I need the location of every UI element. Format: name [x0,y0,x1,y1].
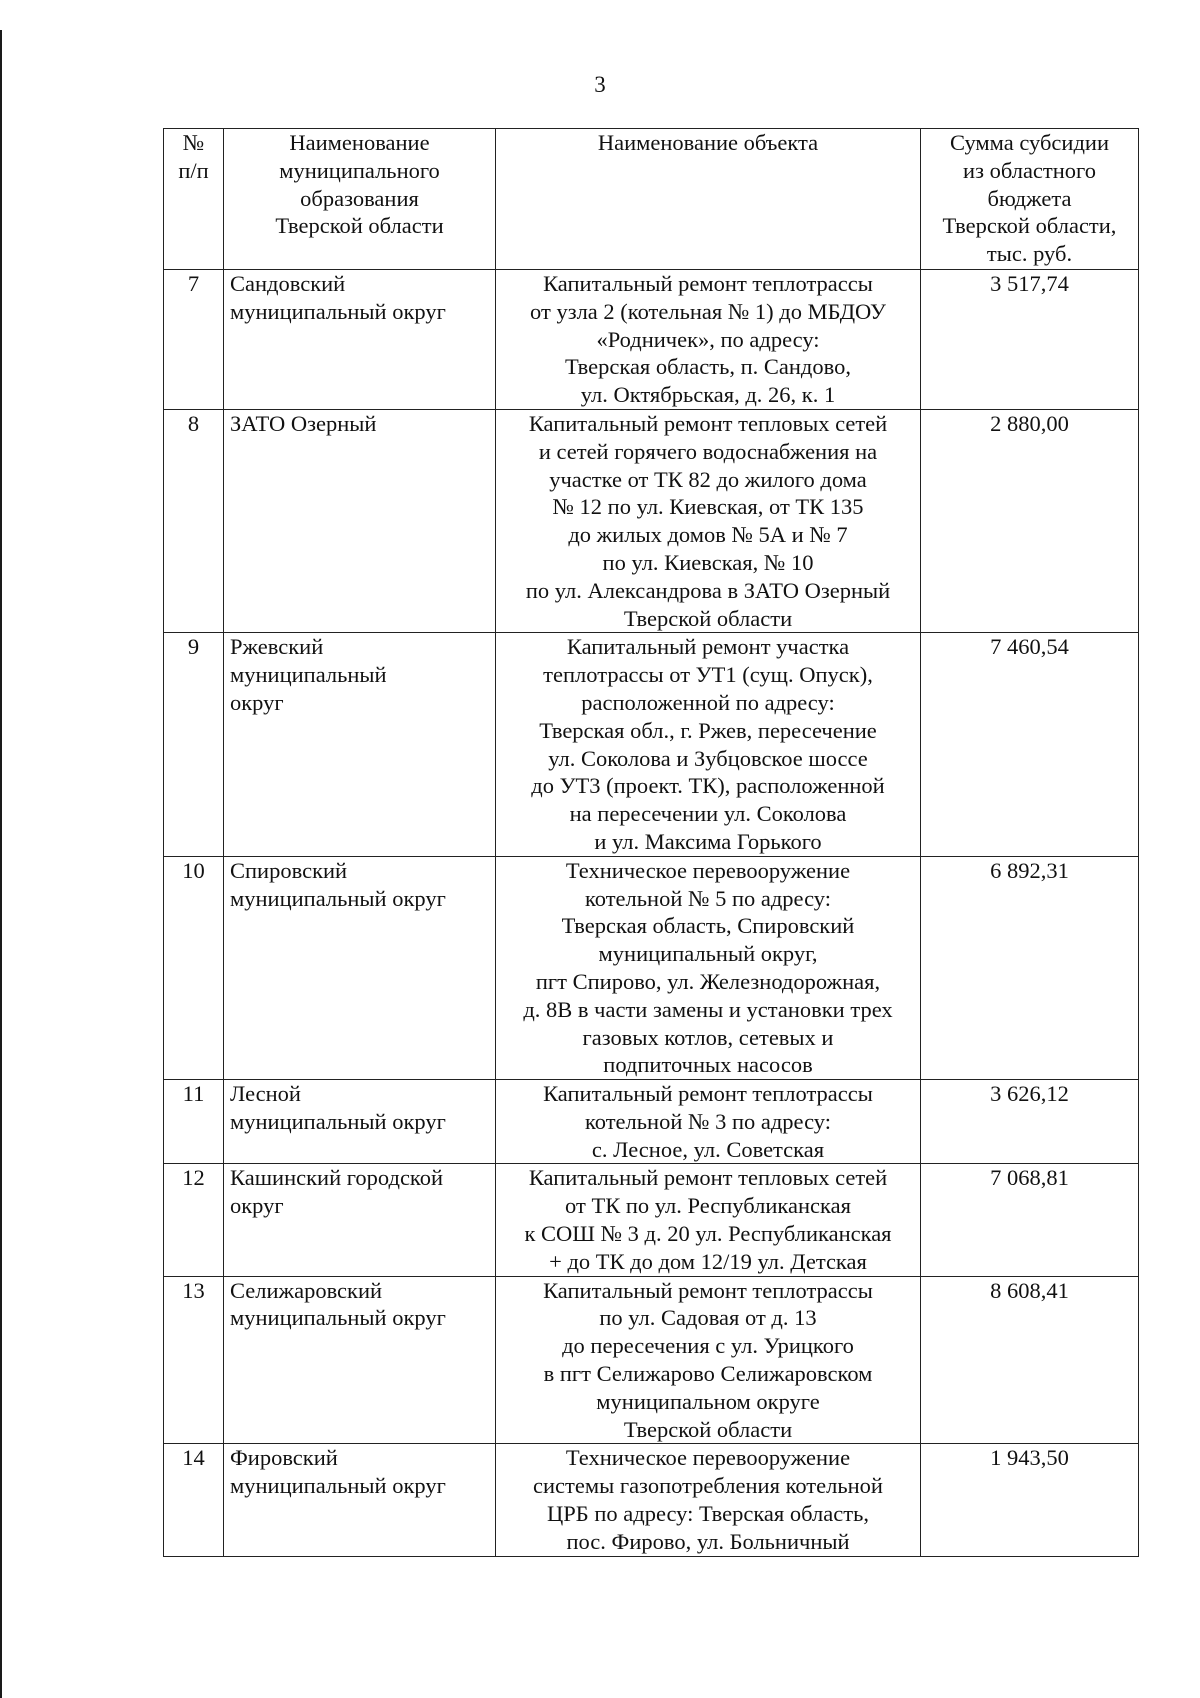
object-line: № 12 по ул. Киевская, от ТК 135 [552,494,864,520]
municipality-line: Кашинский городской [230,1165,444,1191]
subsidy-sum: 3 626,12 [921,1080,1139,1164]
object-cell [496,633,921,856]
object-line: на пересечении ул. Соколова [569,801,847,827]
row-number: 8 [164,409,224,632]
object-line: Капитальный ремонт тепловых сетей [528,1165,888,1191]
subsidy-table [163,128,1139,1557]
object-line: с. Лесное, ул. Советская [591,1136,825,1162]
object-line: «Родничек», по адресу: [596,326,820,352]
municipality-line: Сандовский [230,270,346,296]
municipality-line: муниципальный округ [230,1108,446,1134]
municipality-line: муниципальный округ [230,1473,446,1499]
municipality-line: муниципальный [230,662,387,688]
table-row [164,856,1139,1079]
table-row [164,269,1139,409]
header-line: № [182,130,205,155]
municipality-cell [224,409,496,632]
object-line: Капитальный ремонт теплотрассы [543,1081,873,1107]
row-number: 12 [164,1164,224,1276]
object-line: Техническое перевооружение [565,1445,851,1471]
object-line: расположенной по адресу: [581,689,835,715]
header-line: муниципального [279,157,440,183]
header-object [496,129,921,270]
object-line: до жилых домов № 5А и № 7 [568,522,848,548]
municipality-line: муниципальный округ [230,885,446,911]
header-sum [921,129,1139,270]
header-line: Сумма субсидии [950,130,1109,155]
subsidy-sum: 2 880,00 [921,409,1139,632]
row-number: 14 [164,1444,224,1556]
header-number [164,129,224,270]
row-number: 10 [164,856,224,1079]
object-line: котельной № 5 по адресу: [584,885,832,911]
municipality-cell [224,269,496,409]
page-number: 3 [594,72,606,97]
object-line: муниципальном округе [596,1388,820,1414]
municipality-line: Лесной [230,1081,301,1107]
object-line: по ул. Александрова в ЗАТО Озерный [525,577,891,603]
table-row [164,409,1139,632]
municipality-cell [224,856,496,1079]
object-line: пос. Фирово, ул. Больничный [566,1528,850,1554]
object-cell [496,1444,921,1556]
table-body [164,269,1139,1556]
subsidy-sum: 7 068,81 [921,1164,1139,1276]
subsidy-sum: 3 517,74 [921,269,1139,409]
object-cell [496,1164,921,1276]
subsidy-sum: 7 460,54 [921,633,1139,856]
municipality-line: Фировский [230,1445,338,1471]
scan-edge-line [0,30,2,1698]
object-line: Техническое перевооружение [565,857,851,883]
subsidy-sum: 6 892,31 [921,856,1139,1079]
subsidy-sum: 8 608,41 [921,1276,1139,1444]
object-line: Капитальный ремонт тепловых сетей [528,410,888,436]
object-line: участке от ТК 82 до жилого дома [549,466,867,492]
row-number: 13 [164,1276,224,1444]
header-line: образования [300,185,419,211]
header-line: из областного [963,157,1096,183]
object-line: ул. Соколова и Зубцовское шоссе [548,745,868,771]
municipality-line: округ [230,1193,284,1219]
object-cell [496,1276,921,1444]
object-cell [496,856,921,1079]
object-line: Тверской области [623,605,793,631]
municipality-line: Спировский [230,857,348,883]
object-line: д. 8В в части замены и установки трех [523,996,893,1022]
object-line: котельной № 3 по адресу: [584,1108,832,1134]
table-header-row [164,129,1139,270]
header-line: тыс. руб. [986,241,1073,267]
object-line: пгт Спирово, ул. Железнодорожная, [535,968,881,994]
object-line: Капитальный ремонт участка [566,634,850,660]
object-line: до пересечения с ул. Урицкого [562,1333,854,1359]
table-row [164,1080,1139,1164]
object-line: до УТ3 (проект. ТК), расположенной [531,773,885,799]
object-line: Капитальный ремонт теплотрассы [543,270,873,296]
header-line: п/п [178,157,209,183]
header-line: бюджета [987,185,1072,211]
municipality-line: округ [230,689,284,715]
object-line: газовых котлов, сетевых и [582,1024,834,1050]
object-line: от узла 2 (котельная № 1) до МБДОУ [530,298,886,324]
municipality-cell [224,1080,496,1164]
municipality-line: Селижаровский [230,1277,383,1303]
object-cell [496,269,921,409]
header-line: Тверской области [275,213,444,239]
object-line: подпиточных насосов [603,1052,813,1078]
table-row [164,1444,1139,1556]
object-line: Капитальный ремонт теплотрассы [543,1277,873,1303]
header-line: Тверской области, [942,213,1117,239]
subsidy-sum: 1 943,50 [921,1444,1139,1556]
row-number: 9 [164,633,224,856]
object-line: Тверской области [623,1416,793,1442]
municipality-line: муниципальный округ [230,1305,446,1331]
municipality-line: Ржевский [230,634,324,660]
table-row [164,1276,1139,1444]
header-line: Наименование [289,130,430,155]
object-cell [496,409,921,632]
municipality-cell [224,1444,496,1556]
object-line: в пгт Селижарово Селижаровском [543,1361,873,1387]
object-line: + до ТК до дом 12/19 ул. Детская [549,1248,867,1274]
object-line: ЦРБ по адресу: Тверская область, [547,1501,869,1527]
object-line: Тверская область, Спировский [561,913,855,939]
object-line: по ул. Киевская, № 10 [602,549,814,575]
object-line: Тверская область, п. Сандово, [565,354,851,380]
municipality-cell [224,1164,496,1276]
municipality-line: ЗАТО Озерный [230,410,377,436]
object-line: по ул. Садовая от д. 13 [599,1305,817,1331]
municipality-cell [224,1276,496,1444]
header-municipality [224,129,496,270]
object-line: и ул. Максима Горького [594,828,822,854]
row-number: 11 [164,1080,224,1164]
object-line: от ТК по ул. Республиканская [565,1193,851,1219]
table-row [164,1164,1139,1276]
table-row [164,633,1139,856]
object-line: Тверская обл., г. Ржев, пересечение [539,717,877,743]
row-number: 7 [164,269,224,409]
object-line: системы газопотребления котельной [533,1473,883,1499]
object-line: теплотрассы от УТ1 (сущ. Опуск), [543,662,873,688]
object-line: муниципальный округ, [598,941,818,967]
object-line: ул. Октябрьская, д. 26, к. 1 [580,382,836,408]
object-line: и сетей горячего водоснабжения на [538,438,878,464]
object-line: к СОШ № 3 д. 20 ул. Республиканская [524,1221,892,1247]
header-line: Наименование объекта [597,130,819,155]
municipality-line: муниципальный округ [230,298,446,324]
municipality-cell [224,633,496,856]
object-cell [496,1080,921,1164]
